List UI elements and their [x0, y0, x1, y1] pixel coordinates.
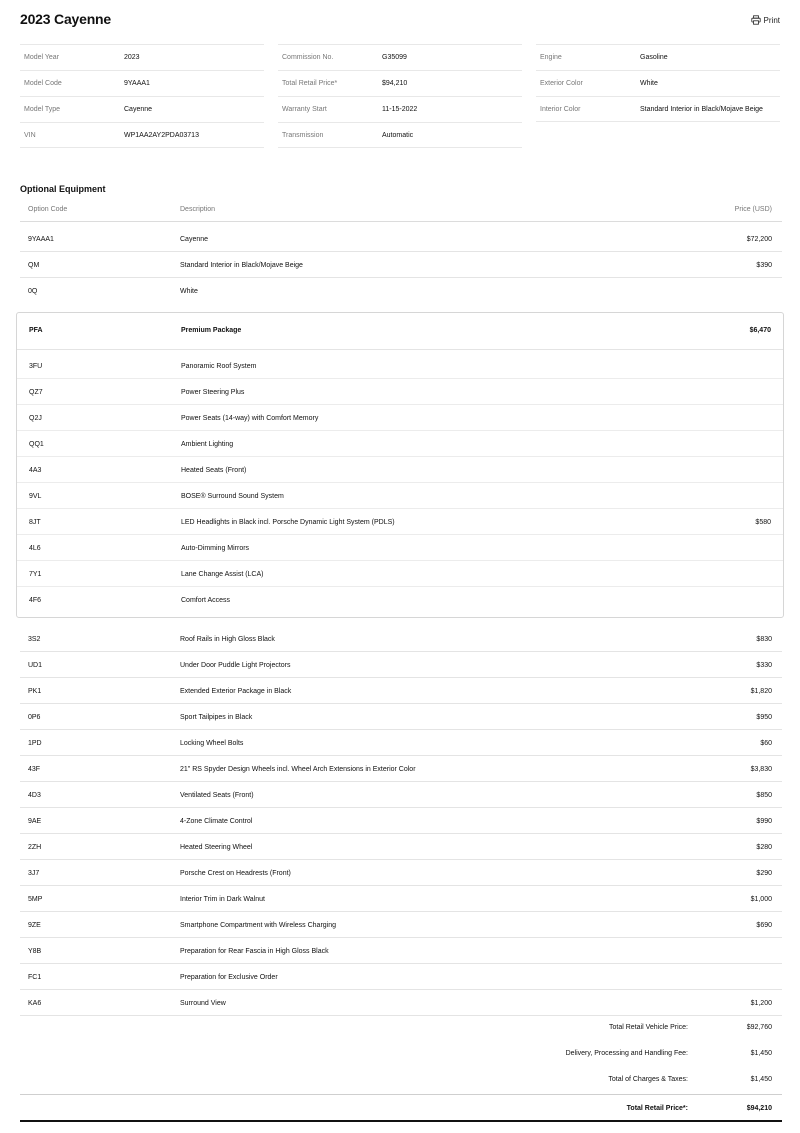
option-price: $280: [756, 844, 772, 851]
option-description: LED Headlights in Black incl. Porsche Dynamic Light System (PDLS): [181, 519, 395, 526]
table-row: [20, 782, 782, 808]
package-item-row: [17, 353, 783, 379]
option-description: Locking Wheel Bolts: [180, 740, 244, 747]
option-description: Lane Change Assist (LCA): [181, 571, 264, 578]
spec-label: Warranty Start: [282, 106, 327, 113]
option-price: $850: [756, 792, 772, 799]
spec-label: Model Code: [24, 80, 62, 87]
option-code: FC1: [28, 974, 42, 981]
package-item-row: [17, 509, 783, 535]
option-price: $330: [756, 662, 772, 669]
package-header-row: [17, 313, 783, 350]
spec-row: [536, 44, 780, 70]
option-code: UD1: [28, 662, 43, 669]
grand-total-value: $94,210: [746, 1105, 772, 1112]
package-item-row: [17, 405, 783, 431]
spec-label: Engine: [540, 54, 562, 61]
spec-row: [278, 70, 522, 96]
header-description: Description: [180, 206, 216, 213]
table-row: [20, 860, 782, 886]
option-description: 21" RS Spyder Design Wheels incl. Wheel Arch Extensions in Exterior Color: [180, 766, 416, 773]
total-value: $1,450: [750, 1076, 772, 1083]
spec-label: Interior Color: [540, 106, 581, 113]
option-description: BOSE® Surround Sound System: [181, 493, 284, 500]
option-price: $1,820: [750, 688, 772, 695]
page-title: 2023 Cayenne: [20, 11, 111, 27]
option-code: 4A3: [29, 467, 42, 474]
spec-value: G35099: [382, 54, 407, 61]
table-row: [20, 730, 782, 756]
option-code: 9ZE: [28, 922, 41, 929]
spec-row: [536, 70, 780, 96]
package-item-row: [17, 561, 783, 587]
spec-label: Exterior Color: [540, 80, 583, 87]
option-code: 3S2: [28, 636, 41, 643]
option-description: Porsche Crest on Headrests (Front): [180, 870, 291, 877]
grand-total-label: Total Retail Price*:: [626, 1105, 688, 1112]
option-code: 9AE: [28, 818, 42, 825]
spec-row: [20, 122, 264, 148]
option-code: 2ZH: [28, 844, 42, 851]
table-row: [20, 678, 782, 704]
table-row: [20, 964, 782, 990]
option-description: Under Door Puddle Light Projectors: [180, 662, 291, 669]
option-code: Y8B: [28, 948, 42, 955]
total-row: [20, 1042, 782, 1068]
option-code: 0P6: [28, 714, 41, 721]
spec-label: Commission No.: [282, 54, 334, 61]
option-price: $990: [756, 818, 772, 825]
option-description: Surround View: [180, 1000, 226, 1007]
spec-value: White: [640, 80, 658, 87]
option-code: 7Y1: [29, 571, 42, 578]
spec-value: Automatic: [382, 132, 414, 139]
spec-row: [278, 122, 522, 148]
option-code: QM: [28, 262, 40, 269]
package-code: PFA: [29, 327, 43, 334]
option-description: Ambient Lighting: [181, 441, 234, 448]
specs-column-3: [536, 44, 780, 122]
table-row: [20, 226, 782, 252]
section-title: Optional Equipment: [20, 184, 106, 194]
option-description: White: [180, 288, 198, 295]
package-price: $6,470: [749, 327, 771, 334]
option-code: 9VL: [29, 493, 42, 500]
option-code: 4D3: [28, 792, 41, 799]
package-description: Premium Package: [181, 327, 242, 334]
option-code: 5MP: [28, 896, 43, 903]
option-description: Interior Trim in Dark Walnut: [180, 896, 265, 903]
table-row: [20, 834, 782, 860]
option-price: $290: [756, 870, 772, 877]
option-description: Sport Tailpipes in Black: [180, 714, 253, 721]
option-price: $60: [760, 740, 772, 747]
table-row: [20, 886, 782, 912]
option-code: 8JT: [29, 519, 41, 526]
option-price: $830: [756, 636, 772, 643]
option-description: Comfort Access: [181, 597, 231, 604]
spec-value: WP1AA2AY2PDA03713: [124, 132, 199, 139]
table-row: [20, 252, 782, 278]
table-header: [20, 199, 782, 222]
option-description: Heated Seats (Front): [181, 467, 247, 474]
option-code: QZ7: [29, 389, 43, 396]
table-row: [20, 938, 782, 964]
spec-label: Total Retail Price*: [282, 80, 338, 87]
option-description: 4-Zone Climate Control: [180, 818, 253, 825]
option-price: $3,830: [750, 766, 772, 773]
option-description: Heated Steering Wheel: [180, 844, 253, 851]
total-label: Total Retail Vehicle Price:: [609, 1024, 688, 1031]
table-row: [20, 626, 782, 652]
specs-column-2: [278, 44, 522, 148]
option-code: Q2J: [29, 415, 42, 422]
spec-value: 11-15-2022: [382, 106, 418, 113]
spec-label: Model Type: [24, 106, 61, 113]
spec-value: Cayenne: [124, 106, 153, 113]
page-header: [20, 10, 780, 30]
option-code: 0Q: [28, 288, 38, 295]
table-row: [20, 808, 782, 834]
table-row: [20, 704, 782, 730]
spec-value: 2023: [124, 54, 140, 61]
option-code: 4F6: [29, 597, 42, 604]
header-option-code: Option Code: [28, 206, 68, 213]
total-value: $1,450: [750, 1050, 772, 1057]
spec-value: Gasoline: [640, 54, 668, 61]
vehicle-specs: [20, 44, 782, 152]
option-price: $690: [756, 922, 772, 929]
option-code: 4L6: [29, 545, 41, 552]
option-code: PK1: [28, 688, 42, 695]
table-row: [20, 990, 782, 1016]
package-item-row: [17, 535, 783, 561]
option-description: Power Seats (14-way) with Comfort Memory: [181, 415, 319, 422]
option-code: 9YAAA1: [28, 236, 54, 243]
spec-row: [278, 44, 522, 70]
option-description: Cayenne: [180, 236, 209, 243]
table-row: [20, 756, 782, 782]
option-description: Auto-Dimming Mirrors: [181, 545, 250, 552]
option-description: Smartphone Compartment with Wireless Charging: [180, 922, 337, 929]
option-description: Preparation for Rear Fascia in High Gloss Black: [180, 948, 329, 955]
print-button[interactable]: [751, 13, 780, 27]
printer-icon: [751, 15, 761, 25]
table-row: [20, 912, 782, 938]
spec-row: [278, 96, 522, 122]
table-row: [20, 278, 782, 304]
header-price: Price (USD): [734, 206, 772, 213]
total-row: [20, 1068, 782, 1094]
spec-row: [20, 70, 264, 96]
option-description: Panoramic Roof System: [181, 363, 257, 370]
total-label: Total of Charges & Taxes:: [608, 1076, 688, 1083]
option-code: 43F: [28, 766, 41, 773]
total-value: $92,760: [746, 1024, 772, 1031]
option-price: $950: [756, 714, 772, 721]
option-price: $390: [756, 262, 772, 269]
option-price: $1,000: [750, 896, 772, 903]
package-item-row: [17, 457, 783, 483]
spec-value: Standard Interior in Black/Mojave Beige: [640, 106, 763, 113]
option-description: Roof Rails in High Gloss Black: [180, 636, 275, 643]
spec-value: $94,210: [382, 80, 408, 87]
package-item-row: [17, 431, 783, 457]
total-row: [20, 1016, 782, 1042]
spec-label: Transmission: [282, 132, 324, 139]
option-price: $580: [755, 519, 771, 526]
option-price: $72,200: [746, 236, 772, 243]
specs-column-1: [20, 44, 264, 148]
option-price: $1,200: [750, 1000, 772, 1007]
option-description: Ventilated Seats (Front): [180, 792, 254, 799]
package-item-row: [17, 483, 783, 509]
option-description: Extended Exterior Package in Black: [180, 688, 292, 695]
spec-label: VIN: [24, 132, 36, 139]
spec-label: Model Year: [24, 54, 60, 61]
premium-package-group: [16, 312, 784, 618]
grand-total-row: [20, 1094, 782, 1122]
spec-row: [536, 96, 780, 122]
table-row: [20, 652, 782, 678]
option-code: 3FU: [29, 363, 43, 370]
option-code: KA6: [28, 1000, 42, 1007]
print-label: Print: [763, 15, 780, 25]
package-item-row: [17, 379, 783, 405]
option-code: 3J7: [28, 870, 40, 877]
package-item-row: [17, 587, 783, 613]
option-description: Power Steering Plus: [181, 389, 245, 396]
total-label: Delivery, Processing and Handling Fee:: [565, 1050, 688, 1057]
option-code: 1PD: [28, 740, 42, 747]
option-description: Standard Interior in Black/Mojave Beige: [180, 262, 303, 269]
spec-row: [20, 44, 264, 70]
spec-row: [20, 96, 264, 122]
option-description: Preparation for Exclusive Order: [180, 974, 278, 981]
spec-value: 9YAAA1: [124, 80, 150, 87]
option-code: QQ1: [29, 441, 44, 448]
